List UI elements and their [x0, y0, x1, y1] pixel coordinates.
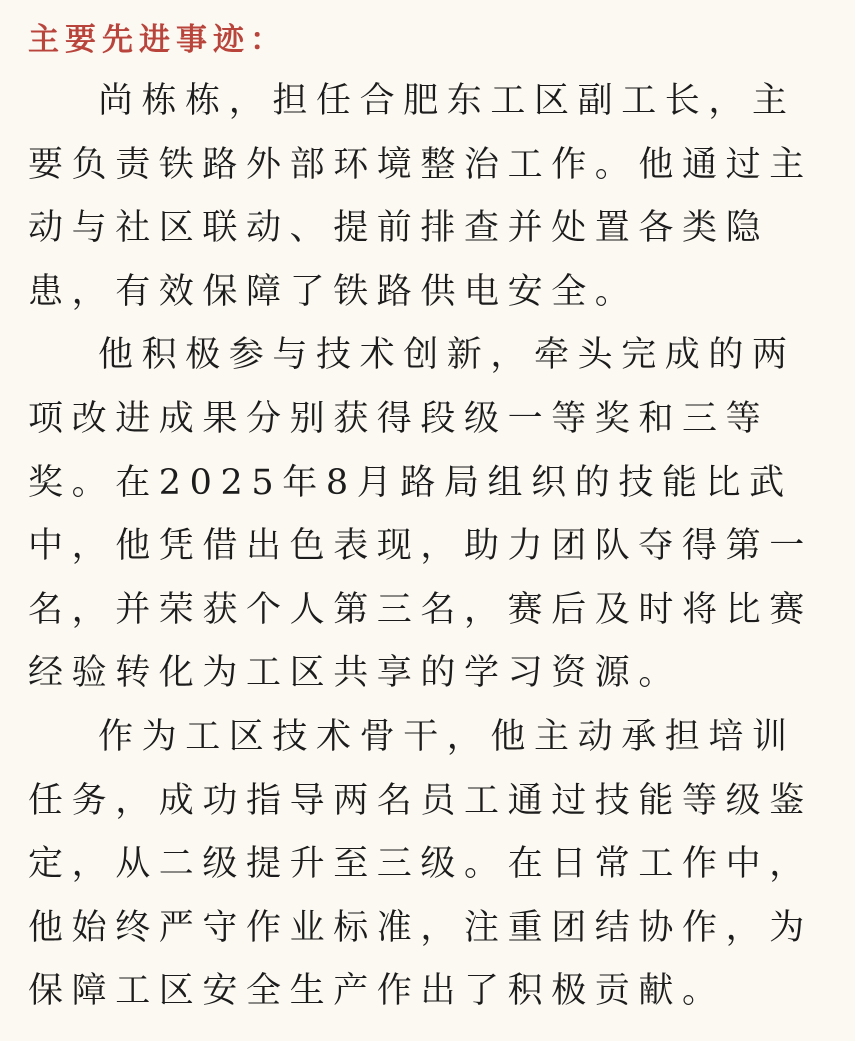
text-line: 要负责铁路外部环境整治工作。他通过主	[28, 144, 813, 185]
text-line: 尚栋栋，担任合肥东工区副工长，主	[98, 81, 796, 121]
text-line: 保障工区安全生产作出了积极贡献。	[28, 971, 726, 1012]
text-line: 经验转化为工区共享的学习资源。	[28, 653, 683, 694]
text-line: 患，有效保障了铁路供电安全。	[28, 271, 639, 312]
section-title: 主要先进事迹：	[28, 22, 287, 58]
text-line: 奖。在2025年8月路局组织的技能比武	[28, 462, 793, 503]
text-line: 任务，成功指导两名员工通过技能等级鉴	[28, 780, 813, 821]
text-line: 定，从二级提升至三级。在日常工作中，	[28, 844, 813, 885]
text-line: 他始终严守作业标准，注重团结协作，为	[28, 907, 813, 948]
text-line: 作为工区技术骨干，他主动承担培训	[98, 716, 796, 757]
text-line: 中，他凭借出色表现，助力团队夺得第一	[28, 526, 813, 567]
text-line: 他积极参与技术创新，牵头完成的两	[98, 335, 796, 376]
text-line: 项改进成果分别获得段级一等奖和三等	[28, 398, 770, 439]
text-line: 动与社区联动、提前排查并处置各类隐	[28, 208, 770, 249]
document-body	[28, 70, 828, 1024]
text-line: 名，并荣获个人第三名，赛后及时将比赛	[28, 589, 813, 630]
